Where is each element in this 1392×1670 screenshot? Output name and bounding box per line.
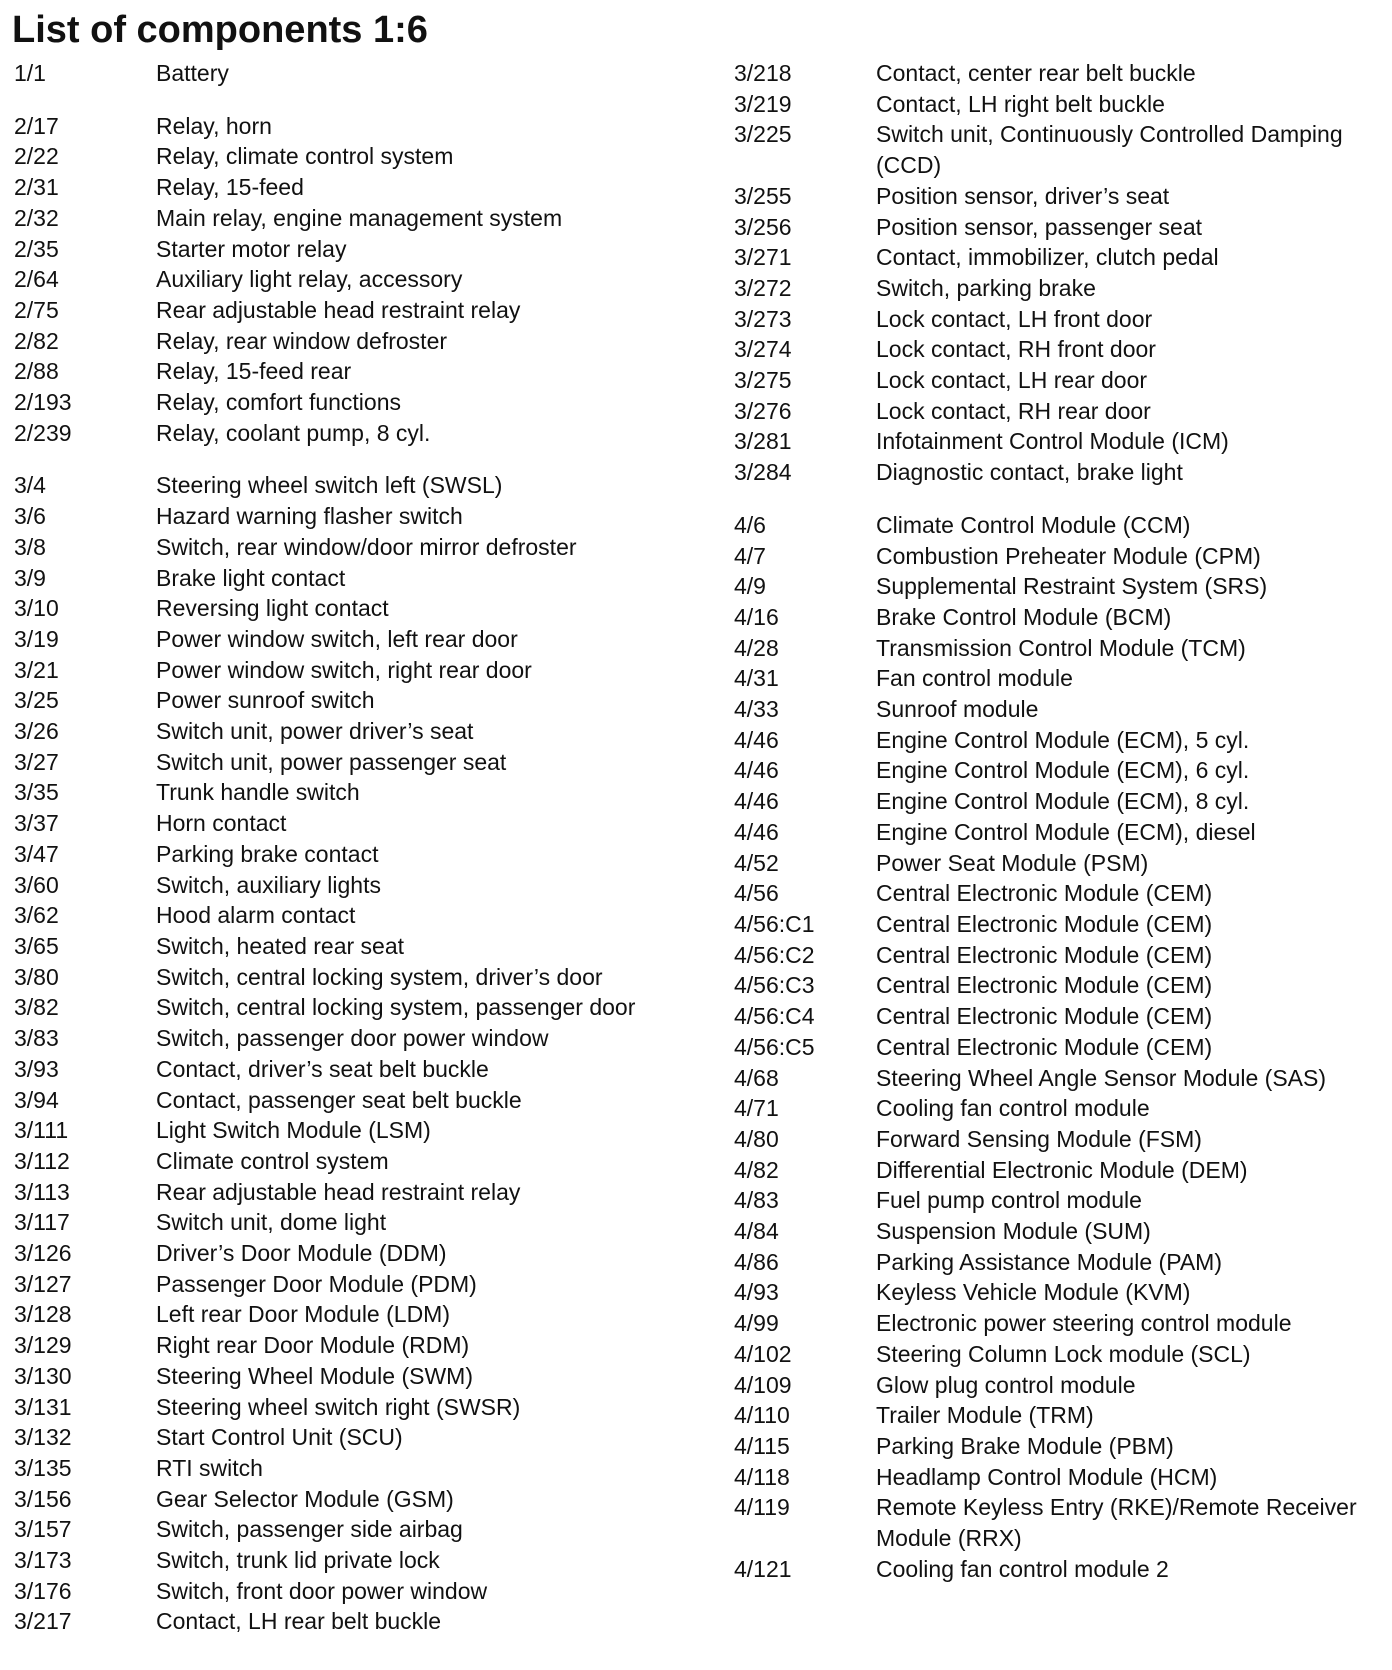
- component-description: Switch, central locking system, passenger door: [156, 994, 636, 1021]
- component-description: Horn contact: [156, 810, 287, 837]
- component-code: 3/176: [14, 1577, 72, 1604]
- component-code: 4/99: [734, 1310, 779, 1337]
- component-description: Relay, climate control system: [156, 143, 454, 170]
- component-code: 2/35: [14, 235, 59, 262]
- component-description: Keyless Vehicle Module (KVM): [876, 1279, 1191, 1306]
- component-description: Lock contact, LH front door: [876, 305, 1153, 332]
- component-code: 3/80: [14, 963, 59, 990]
- component-row: [14, 1299, 674, 1330]
- page-title: List of components 1:6: [12, 9, 428, 51]
- component-row: [14, 1422, 674, 1453]
- component-code: 4/56:C1: [734, 910, 815, 937]
- component-description: Right rear Door Module (RDM): [156, 1332, 470, 1359]
- component-code: 4/93: [734, 1279, 779, 1306]
- component-description: Main relay, engine management system: [156, 204, 563, 231]
- component-description: Infotainment Control Module (ICM): [876, 428, 1229, 455]
- component-description: Reversing light contact: [156, 595, 389, 622]
- component-row: [14, 655, 674, 686]
- component-description: Glow plug control module: [876, 1371, 1136, 1398]
- component-row: [14, 470, 674, 501]
- component-row: [14, 1085, 674, 1116]
- component-description: Contact, driver’s seat belt buckle: [156, 1055, 489, 1082]
- component-code: 3/10: [14, 595, 59, 622]
- component-code: 4/80: [734, 1125, 779, 1152]
- component-code: 4/83: [734, 1187, 779, 1214]
- components-list-right: [734, 58, 1384, 1584]
- component-row: [14, 1545, 674, 1576]
- component-description: Power window switch, left rear door: [156, 625, 518, 652]
- component-row: [14, 870, 674, 901]
- component-row: [734, 58, 1384, 89]
- component-code: 3/157: [14, 1516, 72, 1543]
- component-description: Brake light contact: [156, 564, 346, 591]
- component-row: [734, 1308, 1384, 1339]
- component-row: [14, 234, 674, 265]
- component-code: 3/271: [734, 244, 792, 271]
- component-row: [734, 510, 1384, 541]
- component-description: Contact, LH right belt buckle: [876, 90, 1165, 117]
- component-row: [734, 970, 1384, 1001]
- component-row: [734, 119, 1384, 180]
- component-code: 3/281: [734, 428, 792, 455]
- component-row: [14, 962, 674, 993]
- component-row: [14, 1453, 674, 1484]
- component-row: [14, 387, 674, 418]
- component-description: Engine Control Module (ECM), 5 cyl.: [876, 726, 1250, 753]
- component-row: [14, 900, 674, 931]
- component-code: 4/68: [734, 1064, 779, 1091]
- component-code: 4/121: [734, 1555, 792, 1582]
- component-row: [734, 1277, 1384, 1308]
- component-description: Diagnostic contact, brake light: [876, 459, 1183, 486]
- component-code: 4/82: [734, 1156, 779, 1183]
- component-description: Fan control module: [876, 665, 1073, 692]
- component-description: Differential Electronic Module (DEM): [876, 1156, 1248, 1183]
- component-row: [734, 663, 1384, 694]
- component-code: 2/64: [14, 266, 59, 293]
- component-row: [14, 203, 674, 234]
- component-row: [14, 685, 674, 716]
- component-code: 4/56:C4: [734, 1003, 815, 1030]
- component-code: 4/46: [734, 757, 779, 784]
- component-description: Cooling fan control module: [876, 1095, 1150, 1122]
- component-row: [734, 817, 1384, 848]
- component-description: Switch, passenger side airbag: [156, 1516, 463, 1543]
- component-description: Left rear Door Module (LDM): [156, 1301, 450, 1328]
- component-code: 4/31: [734, 665, 779, 692]
- component-code: 3/83: [14, 1025, 59, 1052]
- component-description: Climate Control Module (CCM): [876, 511, 1191, 538]
- component-row: [734, 334, 1384, 365]
- component-row: [734, 694, 1384, 725]
- component-description: Rear adjustable head restraint relay: [156, 1178, 521, 1205]
- component-code: 2/32: [14, 204, 59, 231]
- component-row: [14, 172, 674, 203]
- component-row: [14, 839, 674, 870]
- component-description: Central Electronic Module (CEM): [876, 941, 1213, 968]
- component-row: [734, 541, 1384, 572]
- component-row: [734, 242, 1384, 273]
- component-description: Lock contact, RH rear door: [876, 397, 1151, 424]
- component-row: [14, 1269, 674, 1300]
- component-row: [734, 212, 1384, 243]
- component-code: 4/119: [734, 1494, 790, 1521]
- component-description: Power Seat Module (PSM): [876, 849, 1149, 876]
- component-row: [14, 1115, 674, 1146]
- component-row: [14, 1392, 674, 1423]
- component-row: [14, 418, 674, 449]
- component-code: 3/111: [14, 1117, 69, 1144]
- component-code: 3/218: [734, 60, 792, 86]
- component-row: [14, 1023, 674, 1054]
- component-description: Steering Column Lock module (SCL): [876, 1340, 1251, 1367]
- component-code: 2/75: [14, 296, 59, 323]
- component-description: Battery: [156, 60, 229, 86]
- component-description: Start Control Unit (SCU): [156, 1424, 403, 1451]
- component-description: Suspension Module (SUM): [876, 1218, 1151, 1245]
- component-code: 3/93: [14, 1055, 59, 1082]
- component-code: 3/37: [14, 810, 59, 837]
- component-description: Central Electronic Module (CEM): [876, 1033, 1213, 1060]
- component-row: [734, 1155, 1384, 1186]
- component-row: [734, 909, 1384, 940]
- component-row: [734, 1032, 1384, 1063]
- component-row: [14, 1330, 674, 1361]
- component-code: 4/56:C3: [734, 972, 815, 999]
- component-code: 2/88: [14, 358, 59, 385]
- component-code: 3/94: [14, 1086, 59, 1113]
- component-code: 4/46: [734, 726, 779, 753]
- component-row: [734, 457, 1384, 488]
- component-code: 3/173: [14, 1547, 72, 1574]
- component-description: RTI switch: [156, 1454, 263, 1481]
- component-row: [14, 1361, 674, 1392]
- component-description: Headlamp Control Module (HCM): [876, 1463, 1218, 1490]
- component-row: [14, 931, 674, 962]
- component-code: 1/1: [14, 60, 46, 86]
- component-code: 3/65: [14, 932, 59, 959]
- component-row: [14, 356, 674, 387]
- component-description: Brake Control Module (BCM): [876, 603, 1172, 630]
- component-description: Transmission Control Module (TCM): [876, 634, 1246, 661]
- component-code: 3/275: [734, 367, 792, 394]
- component-row: [734, 89, 1384, 120]
- component-row: [14, 716, 674, 747]
- component-description: Parking Brake Module (PBM): [876, 1432, 1174, 1459]
- component-description: Switch, rear window/door mirror defroster: [156, 533, 577, 560]
- component-code: 3/130: [14, 1362, 72, 1389]
- component-row: [734, 1462, 1384, 1493]
- component-description: Light Switch Module (LSM): [156, 1117, 431, 1144]
- component-description: Steering wheel switch right (SWSR): [156, 1393, 521, 1420]
- component-code: 3/255: [734, 182, 792, 209]
- component-code: 3/225: [734, 121, 792, 148]
- component-row: [734, 1400, 1384, 1431]
- component-description: Switch, auxiliary lights: [156, 871, 381, 898]
- component-description: Position sensor, passenger seat: [876, 213, 1203, 240]
- component-row: [734, 1554, 1384, 1585]
- component-row: [14, 1576, 674, 1607]
- component-code: 3/4: [14, 472, 46, 499]
- component-row: [14, 264, 674, 295]
- component-code: 3/128: [14, 1301, 72, 1328]
- component-code: 4/33: [734, 696, 779, 723]
- component-description: Relay, 15-feed rear: [156, 358, 352, 385]
- component-row: [14, 1238, 674, 1269]
- component-code: 4/84: [734, 1218, 779, 1245]
- component-code: 4/71: [734, 1095, 779, 1122]
- component-code: 4/16: [734, 603, 779, 630]
- component-code: 4/56:C2: [734, 941, 815, 968]
- component-row: [734, 365, 1384, 396]
- component-code: 4/118: [734, 1463, 790, 1490]
- component-row: [14, 992, 674, 1023]
- component-description: Contact, immobilizer, clutch pedal: [876, 244, 1219, 271]
- component-description: Combustion Preheater Module (CPM): [876, 542, 1261, 569]
- component-description: Contact, passenger seat belt buckle: [156, 1086, 522, 1113]
- component-description: Central Electronic Module (CEM): [876, 972, 1213, 999]
- component-code: 3/219: [734, 90, 792, 117]
- component-description: Driver’s Door Module (DDM): [156, 1240, 447, 1267]
- component-row: [14, 1207, 674, 1238]
- component-description: Steering Wheel Angle Sensor Module (SAS): [876, 1064, 1327, 1091]
- component-code: 3/35: [14, 779, 59, 806]
- component-code: 3/26: [14, 718, 59, 745]
- component-code: 4/52: [734, 849, 779, 876]
- component-description: Parking brake contact: [156, 840, 379, 867]
- components-list-left: [14, 58, 674, 1637]
- component-description: Hood alarm contact: [156, 902, 356, 929]
- component-row: [734, 1063, 1384, 1094]
- component-description: Electronic power steering control module: [876, 1310, 1292, 1337]
- component-description: Switch, front door power window: [156, 1577, 488, 1604]
- component-description: Relay, comfort functions: [156, 389, 402, 416]
- component-description: Cooling fan control module 2: [876, 1555, 1169, 1582]
- component-description: Engine Control Module (ECM), 6 cyl.: [876, 757, 1250, 784]
- component-description: Supplemental Restraint System (SRS): [876, 573, 1268, 600]
- component-description: Trunk handle switch: [156, 779, 360, 806]
- component-row: [14, 593, 674, 624]
- component-description: Switch, central locking system, driver’s door: [156, 963, 603, 990]
- component-row: [14, 1514, 674, 1545]
- component-row: [734, 848, 1384, 879]
- component-code: 4/56: [734, 880, 779, 907]
- component-code: 3/274: [734, 336, 792, 363]
- component-row: [14, 624, 674, 655]
- component-code: 3/27: [14, 748, 59, 775]
- component-code: 4/6: [734, 511, 766, 538]
- component-description: Relay, horn: [156, 112, 272, 139]
- component-code: 3/47: [14, 840, 59, 867]
- component-description: Engine Control Module (ECM), 8 cyl.: [876, 788, 1250, 815]
- component-code: 3/273: [734, 305, 792, 332]
- component-description: Switch unit, power passenger seat: [156, 748, 507, 775]
- component-description: Position sensor, driver’s seat: [876, 182, 1170, 209]
- component-code: 3/60: [14, 871, 59, 898]
- component-code: 3/25: [14, 687, 59, 714]
- component-code: 3/21: [14, 656, 59, 683]
- component-description: Auxiliary light relay, accessory: [156, 266, 463, 293]
- component-description: Contact, LH rear belt buckle: [156, 1608, 442, 1635]
- component-description: Parking Assistance Module (PAM): [876, 1248, 1222, 1275]
- component-row: [734, 1185, 1384, 1216]
- component-row: [734, 273, 1384, 304]
- component-description: Power window switch, right rear door: [156, 656, 532, 683]
- component-row: [734, 1001, 1384, 1032]
- component-row: [14, 1484, 674, 1515]
- component-description: Switch unit, power driver’s seat: [156, 718, 474, 745]
- component-row: [14, 141, 674, 172]
- component-row: [14, 1606, 674, 1637]
- component-code: 3/217: [14, 1608, 72, 1635]
- component-description: Lock contact, LH rear door: [876, 367, 1148, 394]
- component-description: Forward Sensing Module (FSM): [876, 1125, 1202, 1152]
- component-description: Engine Control Module (ECM), diesel: [876, 818, 1256, 845]
- component-code: 4/28: [734, 634, 779, 661]
- component-code: 3/132: [14, 1424, 72, 1451]
- component-row: [734, 725, 1384, 756]
- component-description: Hazard warning flasher switch: [156, 503, 463, 530]
- component-row: [734, 633, 1384, 664]
- component-description: Relay, rear window defroster: [156, 327, 448, 354]
- component-code: 4/46: [734, 788, 779, 815]
- component-row: [734, 878, 1384, 909]
- component-code: 3/129: [14, 1332, 72, 1359]
- component-row: [14, 808, 674, 839]
- component-row: [734, 396, 1384, 427]
- component-row: [734, 940, 1384, 971]
- component-row: [734, 571, 1384, 602]
- component-code: 2/239: [14, 419, 72, 446]
- component-description: Remote Keyless Entry (RKE)/Remote Receiver Module (RRX): [876, 1494, 1357, 1552]
- component-description: Relay, coolant pump, 8 cyl.: [156, 419, 431, 446]
- component-row: [734, 304, 1384, 335]
- component-row: [14, 777, 674, 808]
- component-description: Relay, 15-feed: [156, 174, 304, 201]
- component-description: Sunroof module: [876, 696, 1039, 723]
- component-code: 2/82: [14, 327, 59, 354]
- component-code: 3/112: [14, 1147, 70, 1174]
- component-code: 3/156: [14, 1485, 72, 1512]
- component-description: Gear Selector Module (GSM): [156, 1485, 454, 1512]
- component-description: Starter motor relay: [156, 235, 347, 262]
- component-row: [734, 181, 1384, 212]
- component-code: 2/17: [14, 112, 59, 139]
- component-row: [14, 111, 674, 142]
- component-row: [14, 58, 674, 89]
- component-code: 4/9: [734, 573, 766, 600]
- component-description: Power sunroof switch: [156, 687, 375, 714]
- component-row: [734, 1339, 1384, 1370]
- component-code: 3/131: [14, 1393, 72, 1420]
- component-row: [14, 532, 674, 563]
- component-row: [734, 1370, 1384, 1401]
- component-code: 2/193: [14, 389, 72, 416]
- component-code: 3/276: [734, 397, 792, 424]
- component-description: Rear adjustable head restraint relay: [156, 296, 521, 323]
- component-row: [14, 326, 674, 357]
- component-row: [734, 1247, 1384, 1278]
- component-code: 3/9: [14, 564, 46, 591]
- component-description: Central Electronic Module (CEM): [876, 880, 1213, 907]
- component-row: [14, 1146, 674, 1177]
- component-row: [734, 1431, 1384, 1462]
- component-code: 4/56:C5: [734, 1033, 815, 1060]
- component-code: 4/86: [734, 1248, 779, 1275]
- component-code: 4/115: [734, 1432, 790, 1459]
- component-description: Fuel pump control module: [876, 1187, 1142, 1214]
- component-code: 3/8: [14, 533, 46, 560]
- component-description: Trailer Module (TRM): [876, 1402, 1094, 1429]
- component-code: 3/284: [734, 459, 792, 486]
- component-description: Switch, heated rear seat: [156, 932, 405, 959]
- component-row: [734, 426, 1384, 457]
- component-description: Climate control system: [156, 1147, 389, 1174]
- component-code: 4/102: [734, 1340, 792, 1367]
- component-row: [734, 755, 1384, 786]
- component-code: 3/135: [14, 1454, 72, 1481]
- component-code: 3/113: [14, 1178, 70, 1205]
- component-description: Contact, center rear belt buckle: [876, 60, 1196, 86]
- component-description: Passenger Door Module (PDM): [156, 1270, 477, 1297]
- component-code: 3/256: [734, 213, 792, 240]
- component-row: [14, 501, 674, 532]
- component-code: 4/7: [734, 542, 766, 569]
- component-row: [734, 1216, 1384, 1247]
- component-row: [734, 786, 1384, 817]
- component-description: Steering wheel switch left (SWSL): [156, 472, 503, 499]
- component-description: Switch unit, Continuously Controlled Damping (CCD): [876, 121, 1343, 179]
- component-code: 2/31: [14, 174, 59, 201]
- component-row: [734, 1492, 1384, 1553]
- component-code: 3/117: [14, 1209, 70, 1236]
- component-description: Switch, passenger door power window: [156, 1025, 549, 1052]
- component-row: [14, 1177, 674, 1208]
- component-description: Steering Wheel Module (SWM): [156, 1362, 473, 1389]
- component-row: [14, 563, 674, 594]
- component-code: 3/272: [734, 274, 792, 301]
- component-code: 3/62: [14, 902, 59, 929]
- component-row: [14, 295, 674, 326]
- component-row: [734, 1093, 1384, 1124]
- component-description: Central Electronic Module (CEM): [876, 910, 1213, 937]
- component-code: 4/110: [734, 1402, 790, 1429]
- component-code: 4/109: [734, 1371, 792, 1398]
- component-code: 3/19: [14, 625, 59, 652]
- component-code: 3/6: [14, 503, 46, 530]
- component-description: Switch, parking brake: [876, 274, 1096, 301]
- component-row: [734, 602, 1384, 633]
- component-code: 3/126: [14, 1240, 72, 1267]
- component-row: [14, 747, 674, 778]
- component-description: Lock contact, RH front door: [876, 336, 1156, 363]
- component-row: [734, 1124, 1384, 1155]
- component-code: 3/82: [14, 994, 59, 1021]
- component-description: Switch, trunk lid private lock: [156, 1547, 440, 1574]
- component-code: 3/127: [14, 1270, 72, 1297]
- component-description: Central Electronic Module (CEM): [876, 1003, 1213, 1030]
- component-code: 2/22: [14, 143, 59, 170]
- component-code: 4/46: [734, 818, 779, 845]
- component-description: Switch unit, dome light: [156, 1209, 387, 1236]
- component-row: [14, 1054, 674, 1085]
